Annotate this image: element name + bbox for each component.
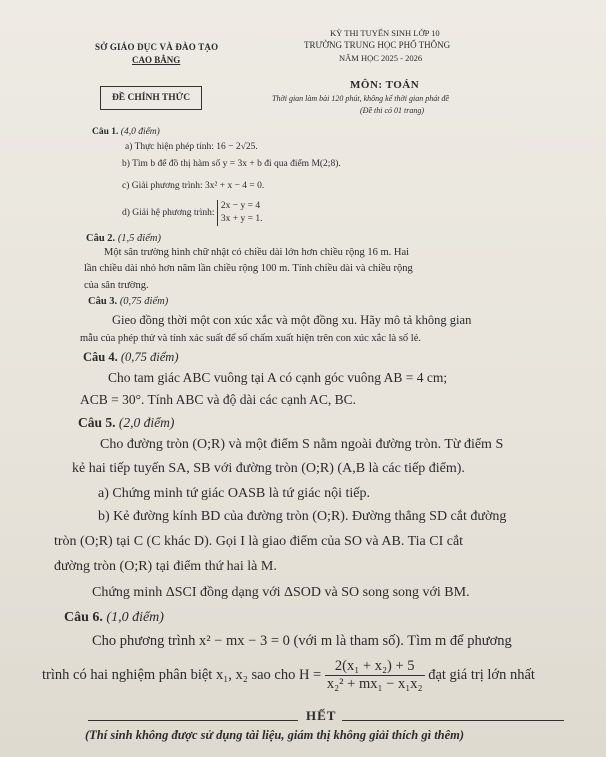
- question-2-line-2: lần chiều dài nhỏ hơn năm lần chiều rộng 100 m. Tính chiều dài và chiều rộng: [84, 263, 413, 274]
- page-count-note: (Đề thi có 01 trang): [360, 106, 424, 115]
- time-note: Thời gian làm bài 120 phút, không kể thời gian phát đề: [272, 94, 449, 103]
- end-rule-right: [342, 720, 564, 721]
- question-1-heading: Câu 1. (4,0 điểm): [92, 127, 160, 137]
- question-2-heading: Câu 2. (1,5 điểm): [86, 233, 161, 244]
- question-5-line-2: kẻ hai tiếp tuyến SA, SB với đường tròn (O;R) (A,B là các tiếp điểm).: [72, 461, 465, 476]
- question-5b-line-2: tròn (O;R) tại C (C khác D). Gọi I là giao điểm của SO và AB. Tia CI cắt: [54, 534, 464, 549]
- question-2-line-1: Một sân trường hình chữ nhật có chiều dài lớn hơn chiều rộng 16 m. Hai: [104, 247, 410, 258]
- question-3-heading: Câu 3. (0,75 điểm): [88, 296, 169, 307]
- question-2-line-3: của sân trường.: [84, 280, 149, 291]
- question-5-heading: Câu 5. (2,0 điểm): [78, 415, 175, 430]
- department-name: SỞ GIÁO DỤC VÀ ĐÀO TẠO: [95, 42, 219, 52]
- question-5b-line-1: b) Kẻ đường kính BD của đường tròn (O;R). Đường thẳng SD cắt đường: [98, 509, 507, 524]
- question-5b-line-4: Chứng minh ΔSCI đồng dạng với ΔSOD và SO song song với BM.: [92, 585, 470, 600]
- end-rule-left: [88, 720, 298, 721]
- question-5a: a) Chứng minh tứ giác OASB là tứ giác nội tiếp.: [98, 486, 371, 501]
- question-4-heading: Câu 4. (0,75 điểm): [83, 350, 179, 364]
- h-fraction: $\frac{\text{2(x₁ + x₂) + 5}}{\text{x₂² + mx₁ − x₁x₂}}$: [326, 658, 423, 692]
- question-3-line-2: mẫu của phép thử và tính xác suất để số chấm xuất hiện trên con xúc xắc là số lẻ.: [80, 333, 421, 344]
- subject-title: MÔN: TOÁN: [350, 79, 420, 91]
- official-exam-badge: ĐỀ CHÍNH THỨC: [100, 86, 202, 110]
- province-name: CAO BẰNG: [132, 55, 181, 65]
- equation-system: 2x − y = 4 3x + y = 1.: [217, 200, 263, 226]
- question-6-heading: Câu 6. (1,0 điểm): [64, 610, 164, 625]
- question-1c: c) Giải phương trình: 3x² + x − 4 = 0.: [122, 181, 265, 191]
- question-1d: d) Giải hệ phương trình: 2x − y = 4 3x + y = 1.: [122, 201, 263, 224]
- candidate-note: (Thí sinh không được sử dụng tài liệu, giám thị không giải thích gì thêm): [85, 728, 465, 742]
- question-4-line-1: Cho tam giác ABC vuông tại A có cạnh góc vuông AB = 4 cm;: [108, 370, 448, 385]
- question-5b-line-3: đường tròn (O;R) tại điểm thứ hai là M.: [54, 559, 277, 574]
- end-marker: HẾT: [306, 708, 337, 723]
- question-4-line-2: ACB = 30°. Tính ABC và độ dài các cạnh AC, BC.: [80, 392, 356, 407]
- question-6-line-1: Cho phương trình x² − mx − 3 = 0 (với m là tham số). Tìm m để phương: [92, 633, 512, 649]
- question-1a: a) Thực hiện phép tính: 16 − 2√25.: [125, 142, 258, 152]
- school-year: NĂM HỌC 2025 - 2026: [339, 53, 423, 63]
- question-3-line-1: Gieo đồng thời một con xúc xắc và một đồng xu. Hãy mô tả không gian: [112, 313, 472, 327]
- question-1b: b) Tìm b để đồ thị hàm số y = 3x + b đi qua điểm M(2;8).: [122, 159, 341, 169]
- school-level: TRƯỜNG TRUNG HỌC PHỔ THÔNG: [304, 40, 451, 50]
- exam-title: KỲ THI TUYỂN SINH LỚP 10: [330, 28, 440, 38]
- question-6-line-2: trình có hai nghiệm phân biệt x₁, x₂ sao cho H = $\frac{\text{2(x₁ + x₂) + 5}}{\text{x₂² + mx₁ − x₁x₂}}$ đạt giá trị lớn nhất: [42, 658, 535, 692]
- question-5-line-1: Cho đường tròn (O;R) và một điểm S nằm ngoài đường tròn. Từ điểm S: [100, 437, 504, 452]
